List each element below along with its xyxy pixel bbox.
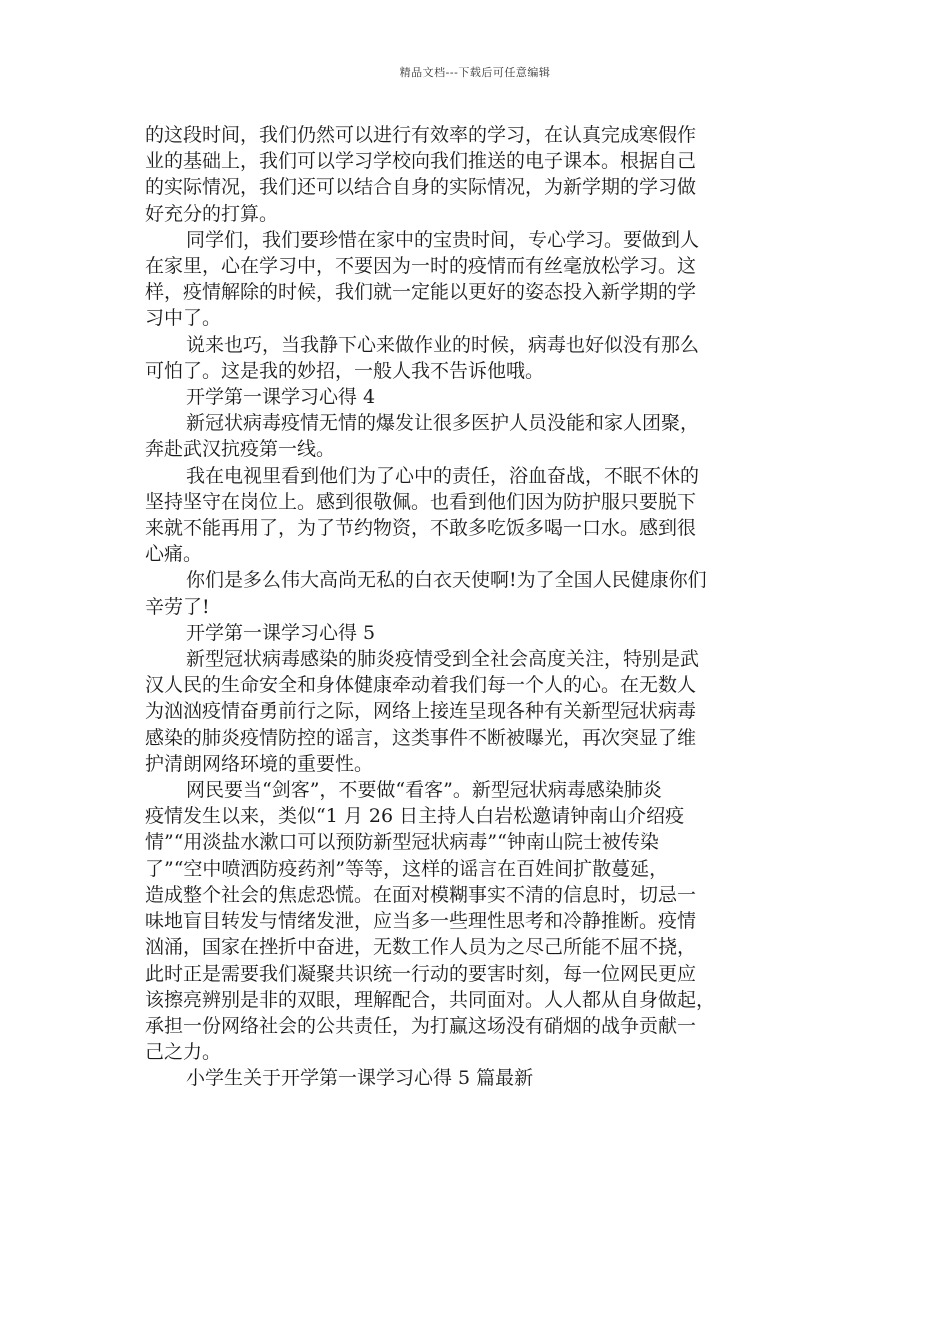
- document-body: [145, 122, 817, 1092]
- page-header: 精品文档---下载后可任意编辑: [399, 66, 551, 79]
- section-heading: 开学第一课学习心得 5: [186, 621, 376, 644]
- document-title-footer: 小学生关于开学第一课学习心得 5 篇最新: [186, 1067, 534, 1090]
- paragraph: 我在电视里看到他们为了心中的责任，浴血奋战，不眠不休的 坚持坚守在岗位上。感到很敬佩。也看到他们因为防护服只要脱下 来就不能再用了，为了节约物资，不敢多吃饭多喝一口水。感到很 心痛。: [145, 464, 700, 566]
- paragraph: 同学们，我们要珍惜在家中的宝贵时间，专心学习。要做到人 在家里，心在学习中，不要因为一时的疫情而有丝毫放松学习。这 样，疫情解除的时候，我们就一定能以更好的姿态投入新学期的学 习中了。: [145, 228, 700, 330]
- paragraph: 说来也巧，当我静下心来做作业的时候，病毒也好似没有那么 可怕了。这是我的妙招，一般人我不告诉他哦。: [145, 333, 700, 382]
- paragraph: 你们是多么伟大高尚无私的白衣天使啊!为了全国人民健康你们 辛劳了!: [145, 569, 707, 618]
- paragraph: 的这段时间，我们仍然可以进行有效率的学习，在认真完成寒假作 业的基础上，我们可以学习学校向我们推送的电子课本。根据自己 的实际情况，我们还可以结合自身的实际情况，为新学期的学习做 好充分的打算。: [145, 124, 697, 225]
- section-heading: 开学第一课学习心得 4: [186, 386, 376, 409]
- paragraph: 新型冠状病毒感染的肺炎疫情受到全社会高度关注，特别是武 汉人民的生命安全和身体健康牵动着我们每一个人的心。在无数人 为汹汹疫情奋勇前行之际，网络上接连呈现各种有关新型冠状病毒 感染的肺炎疫情防控的谣言，这类事件不断被曝光，再次突显了维 护清朗网络环境的重要性。: [145, 648, 700, 775]
- paragraph: 新冠状病毒疫情无情的爆发让很多医护人员没能和家人团聚， 奔赴武汉抗疫第一线。: [145, 412, 700, 461]
- paragraph: 网民要当“剑客”，不要做“看客”。新型冠状病毒感染肺炎 疫情发生以来，类似“1 月 26 日主持人白岩松邀请钟南山介绍疫 情”“用淡盐水漱口可以预防新型冠状病毒”“钟南山院士被传染 了”“空中喷洒防疫药剂”等等，这样的谣言在百姓间扩散蔓延， 造成整个社会的焦虑恐慌。在面对模糊事实不清的信息时，切忌一 味地盲目转发与情绪发泄，应当多一些理性思考和冷静推断。疫情 汹涌，国家在挫折中奋进，无数工作人员为之尽己所能不屈不挠， 此时正是需要我们凝聚共识统一行动的要害时刻，每一位网民更应 该擦亮辨别是非的双眼，理解配合，共同面对。人人都从自身做起， 承担一份网络社会的公共责任，为打赢这场没有硝烟的战争贡献一 己之力。: [145, 779, 716, 1064]
